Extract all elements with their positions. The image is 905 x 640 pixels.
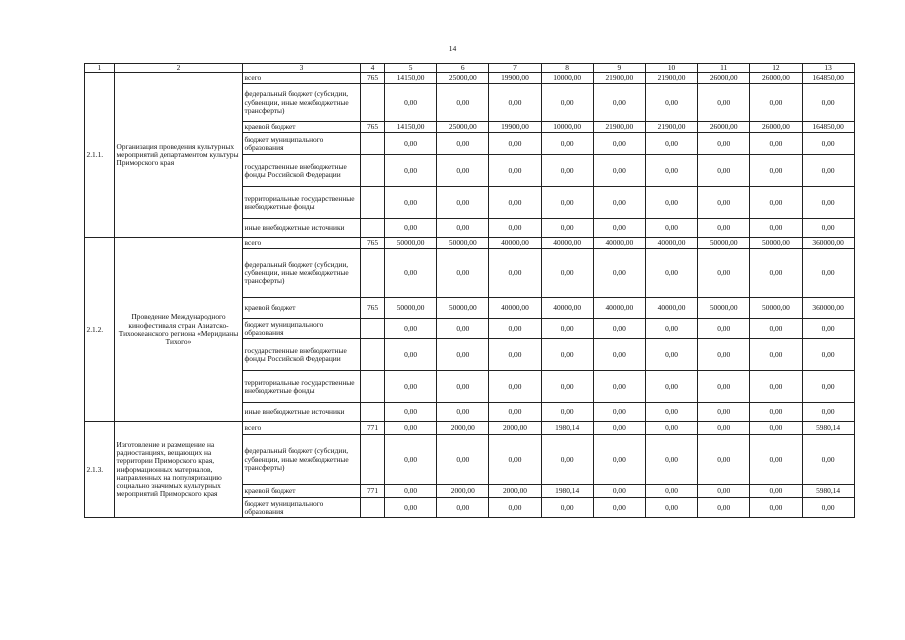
year-value: 50000,00 [750,238,802,249]
year-value: 0,00 [593,319,645,339]
year-value: 0,00 [385,422,437,435]
year-value: 40000,00 [645,298,697,319]
year-value: 0,00 [593,249,645,298]
year-value: 0,00 [489,319,541,339]
year-value: 0,00 [437,219,489,238]
year-value: 0,00 [698,435,750,485]
total-value: 0,00 [802,435,854,485]
total-value: 360000,00 [802,298,854,319]
year-value: 0,00 [385,371,437,403]
year-value: 0,00 [593,485,645,498]
year-value: 1980,14 [541,422,593,435]
grbs-code: 771 [361,422,385,435]
year-value: 0,00 [541,319,593,339]
funding-source: государственные внебюджетные фонды Российской Федерации [243,155,361,187]
year-value: 0,00 [593,219,645,238]
year-value: 40000,00 [593,298,645,319]
funding-source: иные внебюджетные источники [243,219,361,238]
year-value: 0,00 [385,219,437,238]
year-value: 25000,00 [437,73,489,84]
item-title: Проведение Международного кинофестиваля стран Азиатско-Тихоокеанского региона «Меридианы Тихого» [115,238,243,422]
year-value: 0,00 [541,339,593,371]
year-value: 0,00 [698,403,750,422]
funding-source: всего [243,238,361,249]
year-value: 0,00 [489,371,541,403]
year-value: 0,00 [437,249,489,298]
year-value: 0,00 [489,498,541,518]
year-value: 0,00 [541,403,593,422]
total-value: 164850,00 [802,122,854,133]
year-value: 0,00 [645,485,697,498]
funding-source: территориальные государственные внебюджетные фонды [243,371,361,403]
year-value: 0,00 [541,435,593,485]
year-value: 0,00 [698,422,750,435]
column-header-6: 6 [437,64,489,73]
funding-source: всего [243,73,361,84]
year-value: 0,00 [645,422,697,435]
year-value: 0,00 [593,339,645,371]
year-value: 0,00 [541,84,593,122]
year-value: 0,00 [750,422,802,435]
grbs-code: 771 [361,485,385,498]
page-number: 14 [448,44,457,53]
year-value: 0,00 [489,219,541,238]
column-header-10: 10 [645,64,697,73]
year-value: 0,00 [593,155,645,187]
year-value: 21900,00 [645,122,697,133]
year-value: 0,00 [385,319,437,339]
year-value: 0,00 [593,422,645,435]
total-value: 0,00 [802,219,854,238]
column-header-9: 9 [593,64,645,73]
year-value: 0,00 [698,498,750,518]
year-value: 40000,00 [541,238,593,249]
year-value: 0,00 [593,498,645,518]
year-value: 0,00 [437,187,489,219]
year-value: 0,00 [698,249,750,298]
year-value: 0,00 [593,133,645,155]
year-value: 0,00 [593,187,645,219]
table-header [85,64,855,73]
year-value: 50000,00 [698,298,750,319]
grbs-code [361,187,385,219]
year-value: 40000,00 [489,238,541,249]
grbs-code [361,133,385,155]
year-value: 0,00 [489,133,541,155]
year-value: 0,00 [750,155,802,187]
year-value: 2000,00 [437,485,489,498]
year-value: 0,00 [385,435,437,485]
column-header-7: 7 [489,64,541,73]
grbs-code [361,219,385,238]
year-value: 0,00 [750,84,802,122]
table-row [85,73,855,84]
year-value: 10000,00 [541,122,593,133]
year-value: 2000,00 [489,422,541,435]
year-value: 0,00 [489,187,541,219]
funding-source: краевой бюджет [243,298,361,319]
year-value: 21900,00 [593,73,645,84]
total-value: 0,00 [802,187,854,219]
grbs-code [361,339,385,371]
year-value: 0,00 [698,319,750,339]
funding-source: краевой бюджет [243,122,361,133]
year-value: 0,00 [489,403,541,422]
year-value: 26000,00 [698,122,750,133]
year-value: 0,00 [385,249,437,298]
year-value: 25000,00 [437,122,489,133]
year-value: 0,00 [437,403,489,422]
year-value: 0,00 [541,498,593,518]
year-value: 0,00 [541,187,593,219]
column-header-3: 3 [243,64,361,73]
year-value: 0,00 [593,371,645,403]
year-value: 21900,00 [645,73,697,84]
year-value: 0,00 [750,249,802,298]
column-header-2: 2 [115,64,243,73]
year-value: 0,00 [645,133,697,155]
year-value: 0,00 [385,498,437,518]
year-value: 50000,00 [385,298,437,319]
year-value: 0,00 [593,435,645,485]
total-value: 164850,00 [802,73,854,84]
total-value: 0,00 [802,155,854,187]
year-value: 0,00 [385,485,437,498]
year-value: 50000,00 [698,238,750,249]
funding-source: бюджет муниципального образования [243,319,361,339]
year-value: 0,00 [437,339,489,371]
year-value: 0,00 [489,339,541,371]
year-value: 0,00 [541,371,593,403]
year-value: 0,00 [750,435,802,485]
year-value: 50000,00 [385,238,437,249]
total-value: 5980,14 [802,422,854,435]
year-value: 1980,14 [541,485,593,498]
year-value: 0,00 [645,319,697,339]
grbs-code [361,84,385,122]
year-value: 0,00 [750,219,802,238]
grbs-code: 765 [361,298,385,319]
grbs-code: 765 [361,122,385,133]
year-value: 0,00 [750,339,802,371]
year-value: 40000,00 [593,238,645,249]
total-value: 0,00 [802,249,854,298]
table-row [85,422,855,435]
item-code: 2.1.2. [85,238,115,422]
year-value: 19900,00 [489,122,541,133]
grbs-code [361,403,385,422]
year-value: 0,00 [437,319,489,339]
table-body [85,73,855,518]
column-header-5: 5 [385,64,437,73]
year-value: 0,00 [489,84,541,122]
item-code: 2.1.3. [85,422,115,518]
year-value: 0,00 [541,219,593,238]
year-value: 19900,00 [489,73,541,84]
year-value: 40000,00 [489,298,541,319]
year-value: 40000,00 [541,298,593,319]
column-header-13: 13 [802,64,854,73]
year-value: 0,00 [385,155,437,187]
grbs-code [361,498,385,518]
year-value: 0,00 [385,84,437,122]
year-value: 0,00 [750,498,802,518]
year-value: 0,00 [698,339,750,371]
year-value: 0,00 [750,187,802,219]
year-value: 26000,00 [750,73,802,84]
year-value: 0,00 [385,403,437,422]
year-value: 0,00 [385,187,437,219]
year-value: 0,00 [437,371,489,403]
year-value: 0,00 [645,219,697,238]
year-value: 0,00 [698,371,750,403]
funding-source: территориальные государственные внебюджетные фонды [243,187,361,219]
grbs-code [361,371,385,403]
column-header-11: 11 [698,64,750,73]
grbs-code [361,319,385,339]
column-header-12: 12 [750,64,802,73]
funding-source: федеральный бюджет (субсидии, субвенции, иные межбюджетные трансферты) [243,435,361,485]
header-row [85,64,855,73]
year-value: 21900,00 [593,122,645,133]
funding-source: федеральный бюджет (субсидии, субвенции, иные межбюджетные трансферты) [243,84,361,122]
year-value: 0,00 [645,187,697,219]
grbs-code [361,155,385,187]
total-value: 360000,00 [802,238,854,249]
grbs-code: 765 [361,73,385,84]
year-value: 14150,00 [385,122,437,133]
year-value: 50000,00 [750,298,802,319]
year-value: 0,00 [645,498,697,518]
funding-source: федеральный бюджет (субсидии, субвенции, иные межбюджетные трансферты) [243,249,361,298]
year-value: 0,00 [489,155,541,187]
year-value: 0,00 [750,133,802,155]
year-value: 0,00 [541,133,593,155]
year-value: 14150,00 [385,73,437,84]
funding-source: всего [243,422,361,435]
budget-table [84,63,855,518]
year-value: 2000,00 [437,422,489,435]
funding-source: бюджет муниципального образования [243,498,361,518]
year-value: 0,00 [645,84,697,122]
year-value: 0,00 [489,249,541,298]
table-row [85,238,855,249]
total-value: 0,00 [802,319,854,339]
year-value: 0,00 [437,133,489,155]
year-value: 0,00 [593,84,645,122]
total-value: 0,00 [802,84,854,122]
year-value: 50000,00 [437,298,489,319]
year-value: 0,00 [698,84,750,122]
item-title: Организация проведения культурных мероприятий департаментом культуры Приморского края [115,73,243,238]
year-value: 0,00 [437,498,489,518]
year-value: 26000,00 [750,122,802,133]
year-value: 0,00 [541,155,593,187]
year-value: 0,00 [645,371,697,403]
grbs-code [361,249,385,298]
year-value: 0,00 [750,371,802,403]
total-value: 5980,14 [802,485,854,498]
year-value: 0,00 [645,249,697,298]
year-value: 0,00 [698,219,750,238]
year-value: 0,00 [645,155,697,187]
item-title: Изготовление и размещение на радиостанциях, вещающих на территории Приморского края, информационных материалов, направленных на популяризацию социально значимых культурных мероприятий Приморского края [115,422,243,518]
year-value: 0,00 [750,319,802,339]
year-value: 0,00 [750,403,802,422]
year-value: 0,00 [750,485,802,498]
grbs-code [361,435,385,485]
year-value: 0,00 [489,435,541,485]
year-value: 0,00 [698,485,750,498]
funding-source: иные внебюджетные источники [243,403,361,422]
year-value: 26000,00 [698,73,750,84]
funding-source: бюджет муниципального образования [243,133,361,155]
year-value: 0,00 [437,84,489,122]
column-header-4: 4 [361,64,385,73]
year-value: 0,00 [698,187,750,219]
grbs-code: 765 [361,238,385,249]
year-value: 0,00 [698,133,750,155]
year-value: 0,00 [385,133,437,155]
year-value: 2000,00 [489,485,541,498]
year-value: 0,00 [593,403,645,422]
total-value: 0,00 [802,498,854,518]
total-value: 0,00 [802,133,854,155]
year-value: 0,00 [645,339,697,371]
item-code: 2.1.1. [85,73,115,238]
year-value: 0,00 [645,403,697,422]
year-value: 0,00 [437,435,489,485]
year-value: 0,00 [645,435,697,485]
year-value: 0,00 [437,155,489,187]
year-value: 0,00 [385,339,437,371]
total-value: 0,00 [802,371,854,403]
year-value: 0,00 [541,249,593,298]
column-header-8: 8 [541,64,593,73]
column-header-1: 1 [85,64,115,73]
year-value: 50000,00 [437,238,489,249]
year-value: 10000,00 [541,73,593,84]
funding-source: краевой бюджет [243,485,361,498]
funding-source: государственные внебюджетные фонды Российской Федерации [243,339,361,371]
year-value: 0,00 [698,155,750,187]
total-value: 0,00 [802,339,854,371]
year-value: 40000,00 [645,238,697,249]
total-value: 0,00 [802,403,854,422]
